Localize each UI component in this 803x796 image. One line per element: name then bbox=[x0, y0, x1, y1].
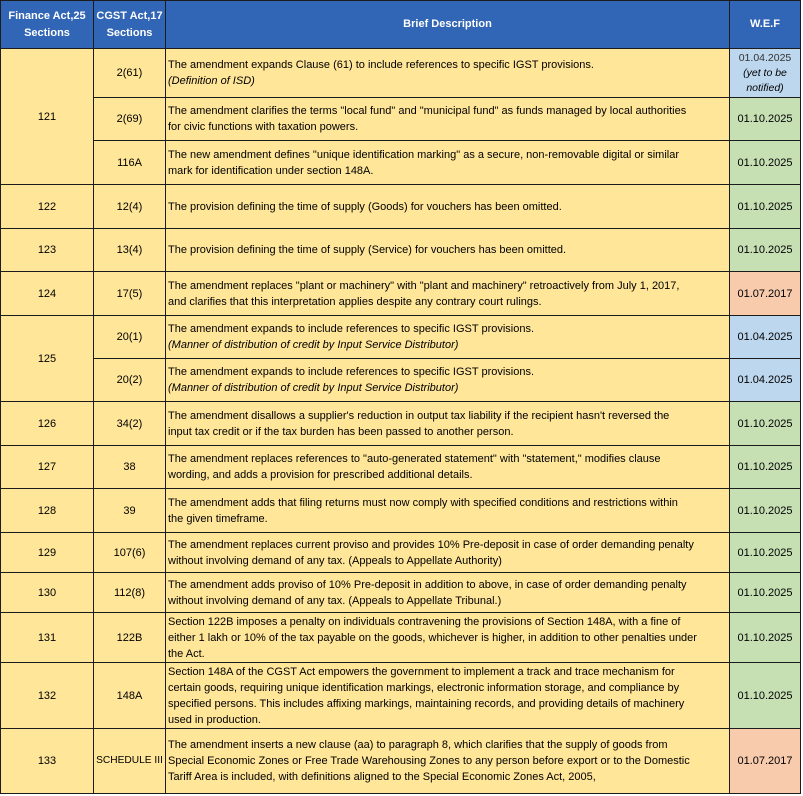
description-cell bbox=[166, 613, 730, 663]
description-text: The amendment expands to include references to specific IGST provisions. bbox=[168, 323, 535, 335]
cgst-act-section-cell: SCHEDULE III bbox=[94, 729, 166, 794]
table-row bbox=[1, 573, 801, 613]
description-text: The provision defining the time of supply (Service) for vouchers has been omitted. bbox=[168, 244, 567, 256]
description-text: Section 122B imposes a penalty on individuals contravening the provisions of Section 148A, with a fine of either 1 lakh or 10% of the tax payable on the goods, whichever is higher, in addition to other penalties under the Act. bbox=[168, 615, 697, 660]
cgst-act-section-cell: 148A bbox=[94, 663, 166, 729]
finance-act-section-cell: 124 bbox=[1, 272, 94, 316]
table-row bbox=[1, 446, 801, 489]
cgst-act-section-cell: 20(2) bbox=[94, 359, 166, 402]
header-finance-act-sections: Finance Act,25 Sections bbox=[1, 1, 94, 49]
description-text: The amendment clarifies the terms "local fund" and "municipal fund" as funds managed by local authorities for civic functions with taxation powers. bbox=[168, 105, 687, 133]
wef-date-cell: 01.04.2025 bbox=[730, 359, 801, 402]
description-cell bbox=[166, 402, 730, 446]
cgst-act-section-cell: 17(5) bbox=[94, 272, 166, 316]
header-cgst-act-sections: CGST Act,17 Sections bbox=[94, 1, 166, 49]
cgst-act-section-cell: 112(8) bbox=[94, 573, 166, 613]
wef-note: (yet to be notified) bbox=[743, 66, 787, 94]
description-text: The amendment expands to include references to specific IGST provisions. bbox=[168, 366, 535, 378]
wef-date-cell: 01.07.2017 bbox=[730, 272, 801, 316]
finance-act-section-cell: 122 bbox=[1, 185, 94, 229]
cgst-act-section-cell: 20(1) bbox=[94, 316, 166, 359]
table-row bbox=[1, 402, 801, 446]
wef-date-cell: 01.10.2025 bbox=[730, 533, 801, 573]
wef-date-cell: 01.07.2017 bbox=[730, 729, 801, 794]
cgst-act-section-cell: 122B bbox=[94, 613, 166, 663]
description-text: The amendment expands Clause (61) to include references to specific IGST provisions. bbox=[168, 59, 594, 71]
wef-date-cell: 01.10.2025 bbox=[730, 185, 801, 229]
description-note: (Definition of ISD) bbox=[168, 75, 255, 87]
description-cell bbox=[166, 663, 730, 729]
finance-act-section-cell: 129 bbox=[1, 533, 94, 573]
wef-date-cell: 01.10.2025 bbox=[730, 229, 801, 272]
table-body bbox=[1, 49, 801, 794]
finance-act-section-cell: 126 bbox=[1, 402, 94, 446]
header-brief-description: Brief Description bbox=[166, 1, 730, 49]
description-text: The amendment adds proviso of 10% Pre-deposit in addition to above, in case of order demanding penalty without involving demand of any tax. (Appeals to Appellate Tribunal.) bbox=[168, 578, 687, 607]
description-cell bbox=[166, 446, 730, 489]
description-cell bbox=[166, 272, 730, 316]
wef-date-cell: 01.10.2025 bbox=[730, 663, 801, 729]
description-cell bbox=[166, 489, 730, 533]
wef-date-cell: 01.10.2025 bbox=[730, 613, 801, 663]
description-cell bbox=[166, 729, 730, 794]
description-cell bbox=[166, 316, 730, 359]
description-text: Section 148A of the CGST Act empowers the government to implement a track and trace mechanism for certain goods, requiring unique identification markings, electronic information storage, and compliance by specified persons. This includes affixing markings, maintaining records, and providing details of machinery used in production. bbox=[168, 665, 685, 726]
cgst-act-section-cell: 39 bbox=[94, 489, 166, 533]
description-cell bbox=[166, 141, 730, 185]
finance-act-section-cell: 133 bbox=[1, 729, 94, 794]
table-row bbox=[1, 185, 801, 229]
wef-date-cell: 01.04.2025 bbox=[730, 316, 801, 359]
wef-date-cell: 01.10.2025 bbox=[730, 402, 801, 446]
description-text: The new amendment defines "unique identification marking" as a secure, non-removable digital or similar mark for identification under section 148A. bbox=[168, 148, 680, 177]
table-row bbox=[1, 272, 801, 316]
finance-act-section-cell: 121 bbox=[1, 49, 94, 185]
cgst-act-section-cell: 116A bbox=[94, 141, 166, 185]
header-row bbox=[1, 1, 801, 49]
table-row bbox=[1, 98, 801, 141]
wef-date-cell: 01.10.2025 bbox=[730, 489, 801, 533]
description-cell bbox=[166, 49, 730, 98]
finance-act-section-cell: 131 bbox=[1, 613, 94, 663]
table-row bbox=[1, 663, 801, 729]
table-row bbox=[1, 316, 801, 359]
finance-act-section-cell: 125 bbox=[1, 316, 94, 402]
finance-act-section-cell: 127 bbox=[1, 446, 94, 489]
cgst-act-section-cell: 38 bbox=[94, 446, 166, 489]
table-row bbox=[1, 359, 801, 402]
description-cell bbox=[166, 359, 730, 402]
cgst-act-section-cell: 12(4) bbox=[94, 185, 166, 229]
wef-date-cell: 01.10.2025 bbox=[730, 446, 801, 489]
wef-date: 01.04.2025 bbox=[738, 51, 792, 64]
finance-act-section-cell: 128 bbox=[1, 489, 94, 533]
description-text: The amendment replaces references to "auto-generated statement" with "statement," modifies clause wording, and adds a provision for prescribed additional details. bbox=[168, 453, 661, 481]
table-row bbox=[1, 613, 801, 663]
description-cell bbox=[166, 98, 730, 141]
description-cell bbox=[166, 229, 730, 272]
cgst-act-section-cell: 2(61) bbox=[94, 49, 166, 98]
description-note: (Manner of distribution of credit by Input Service Distributor) bbox=[168, 339, 459, 351]
wef-date-cell: 01.10.2025 bbox=[730, 573, 801, 613]
finance-act-section-cell: 123 bbox=[1, 229, 94, 272]
description-text: The amendment disallows a supplier's reduction in output tax liability if the recipient hasn't reversed the input tax credit or if the tax burden has been passed to another person. bbox=[168, 409, 670, 438]
wef-date-cell: 01.10.2025 bbox=[730, 141, 801, 185]
description-cell bbox=[166, 185, 730, 229]
description-text: The amendment replaces "plant or machinery" with "plant and machinery" retroactively from July 1, 2017, and clarifies that this interpretation applies despite any contrary court rulings. bbox=[168, 279, 680, 308]
description-text: The amendment replaces current proviso and provides 10% Pre-deposit in case of order demanding penalty without involving demand of any tax. (Appeals to Appellate Authority) bbox=[168, 538, 694, 567]
table-row bbox=[1, 729, 801, 794]
wef-date-cell bbox=[730, 49, 801, 98]
cgst-act-section-cell: 13(4) bbox=[94, 229, 166, 272]
wef-date-cell: 01.10.2025 bbox=[730, 98, 801, 141]
description-text: The provision defining the time of supply (Goods) for vouchers has been omitted. bbox=[168, 200, 562, 213]
cgst-act-section-cell: 107(6) bbox=[94, 533, 166, 573]
table-row bbox=[1, 229, 801, 272]
table-row bbox=[1, 49, 801, 98]
table-row bbox=[1, 141, 801, 185]
description-note: (Manner of distribution of credit by Input Service Distributor) bbox=[168, 382, 459, 394]
description-text: The amendment inserts a new clause (aa) to paragraph 8, which clarifies that the supply of goods from Special Economic Zones or Free Trade Warehousing Zones to any person before export or to the Domestic Tariff Area is included, with definitions aligned to the Special Economic Zones Act, 2005, bbox=[168, 739, 690, 783]
finance-act-section-cell: 132 bbox=[1, 663, 94, 729]
header-wef: W.E.F bbox=[730, 1, 801, 49]
description-text: The amendment adds that filing returns must now comply with specified conditions and restrictions within the given timeframe. bbox=[168, 496, 678, 525]
description-cell bbox=[166, 573, 730, 613]
finance-act-section-cell: 130 bbox=[1, 573, 94, 613]
cgst-act-section-cell: 34(2) bbox=[94, 402, 166, 446]
table-row bbox=[1, 489, 801, 533]
table-row bbox=[1, 533, 801, 573]
cgst-act-section-cell: 2(69) bbox=[94, 98, 166, 141]
description-cell bbox=[166, 533, 730, 573]
